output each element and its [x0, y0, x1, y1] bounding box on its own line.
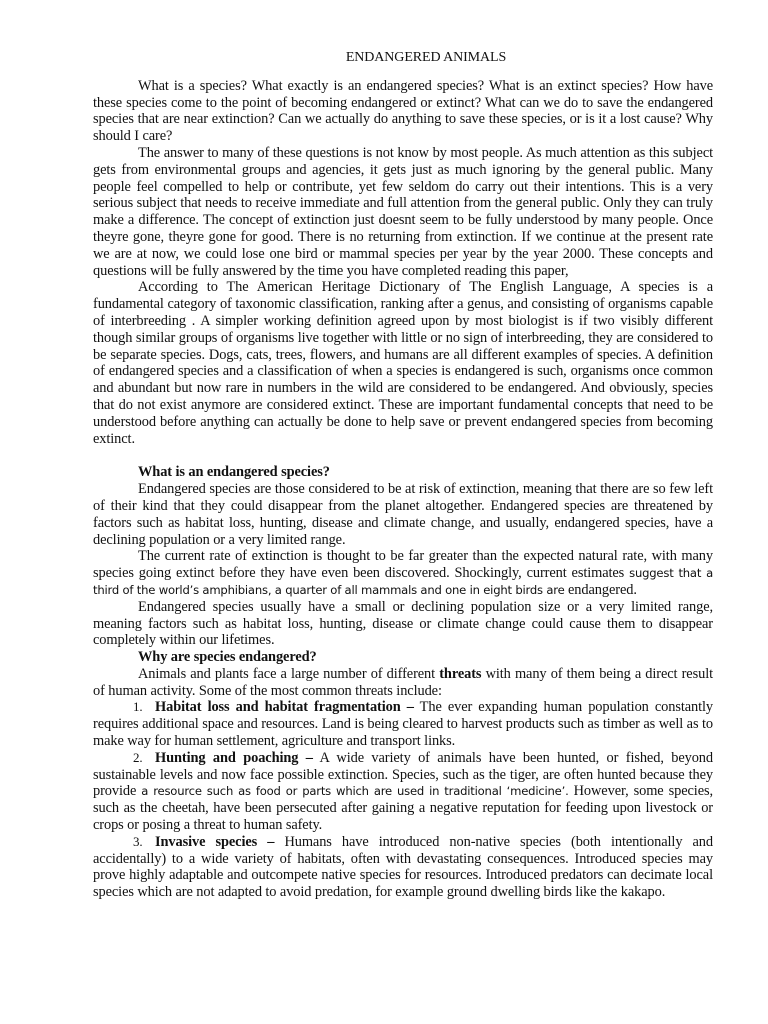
- threats-list: [93, 699, 713, 901]
- section1-paragraph-3: Endangered species usually have a small or declining population size or a very limited range, meaning factors such as habitat loss, hunting, disease or climate change could cause them to disappear completely within our lifetimes.: [93, 598, 713, 649]
- section-heading-why: Why are species endangered?: [138, 649, 317, 666]
- section2-intro: [93, 666, 713, 700]
- section2-intro-bold: threats: [439, 665, 482, 682]
- list-item-term: Habitat loss and habitat fragmentation –: [155, 699, 414, 716]
- list-item-text: Humans have introduced non-native species (both intentionally and accidentally) to a wide variety of habitats, often with devastating consequences. Introduced species may prove highly adaptable and outcompete native species for resources. Introduced predators can decimate local species which are not adapted to avoid predation, for example ground dwelling birds like the kakapo.: [93, 833, 713, 901]
- list-item-term: Invasive species –: [155, 833, 275, 850]
- section1-paragraph-1: Endangered species are those considered to be at risk of extinction, meaning that there are so few left of their kind that they could disappear from the planet altogether. Endangered species are threatened by factors such as habitat loss, hunting, disease and climate change, and usually, endangered species, have a declining population or a very limited range.: [93, 481, 713, 548]
- section1-paragraph-2: [93, 548, 713, 598]
- section1-p2-text-c: endangered.: [564, 581, 637, 598]
- section2-intro-text-b: with many of them being a direct result of human activity. Some of the most common threats include:: [93, 665, 713, 699]
- list-item-number: 2.: [133, 749, 143, 765]
- list-item-text: The ever expanding human population constantly requires additional space and resources. Land is being cleared to harvest products such as timber as well as to make way for human settlement, agriculture and transport links.: [93, 699, 713, 750]
- list-item: [93, 699, 713, 749]
- document-title: ENDANGERED ANIMALS: [345, 50, 507, 65]
- list-item: [93, 750, 713, 834]
- section2-intro-text-a: Animals and plants face a large number of different: [138, 665, 440, 682]
- list-item-text-b: However, some species, such as the cheetah, have been persecuted after gaining a negative reputation for feeding upon livestock or crops or posing a threat to human safety.: [93, 783, 713, 834]
- list-item-sans-text: a resource such as food or parts which are used in traditional ‘medicine’.: [141, 784, 569, 799]
- section1-p2-text-a: The current rate of extinction is thought to be far greater than the expected natural rate, with many species going extinct before they have even been discovered. Shockingly, current estimates: [93, 548, 713, 582]
- intro-paragraph-1: What is a species? What exactly is an endangered species? What is an extinct species? How have these species come to the point of becoming endangered or extinct? What can we do to save the endangered species that are near extinction? Can we actually do anything to save these species, or is it a lost cause? Why should I care?: [93, 77, 713, 145]
- section1-p2-sans-text: suggest that a third of the world’s amphibians, a quarter of all mammals and one in eight birds are: [93, 566, 713, 597]
- intro-paragraph-2: The answer to many of these questions is not know by most people. As much attention as this subject gets from environmental groups and agencies, it gets just as much ignoring by the general public. Many people feel compelled to help or contribute, yet few seldom do carry out their intentions. This is a very serious subject that needs to receive immediate and full attention from the general public. Only they can truly make a difference. The concept of extinction just doesnt seem to be fully understood by many people. Once theyre gone, theyre gone for good. There is no returning from extinction. If we continue at the present rate we are at now, we could lose one bird or mammal species per year by the year 2000. These concepts and questions will be fully answered by the time you have completed reading this paper,: [93, 144, 713, 279]
- section-gap: [93, 447, 713, 464]
- list-item-term: Hunting and poaching –: [155, 749, 313, 766]
- list-item-number: 3.: [133, 833, 143, 849]
- list-item: [93, 834, 713, 901]
- list-item-text: A wide variety of animals have been hunted, or fished, beyond sustainable levels and now face possible extinction. Species, such as the tiger, are often hunted because they provide: [93, 749, 713, 800]
- list-item-number: 1.: [133, 699, 143, 715]
- section-heading-endangered: What is an endangered species?: [138, 464, 330, 481]
- intro-paragraph-3: According to The American Heritage Dictionary of The English Language, A species is a fundamental category of taxonomic classification, ranking after a genus, and consisting of organisms capable of interbreeding . A simpler working definition agreed upon by most biologist is if two visibly different though similar groups of organisms live together with little or no sign of interbreeding, they are considered to be separate species. Dogs, cats, trees, flowers, and humans are all different examples of species. A definition of endangered species and a classification of when a species is endangered is such, organisms once common and abundant but now rare in numbers in the wild are considered to be endangered. And obviously, species that do not exist anymore are considered extinct. These are important fundamental concepts that need to be understood before anything can actually be done to help save or prevent endangered species from becoming extinct.: [93, 279, 713, 447]
